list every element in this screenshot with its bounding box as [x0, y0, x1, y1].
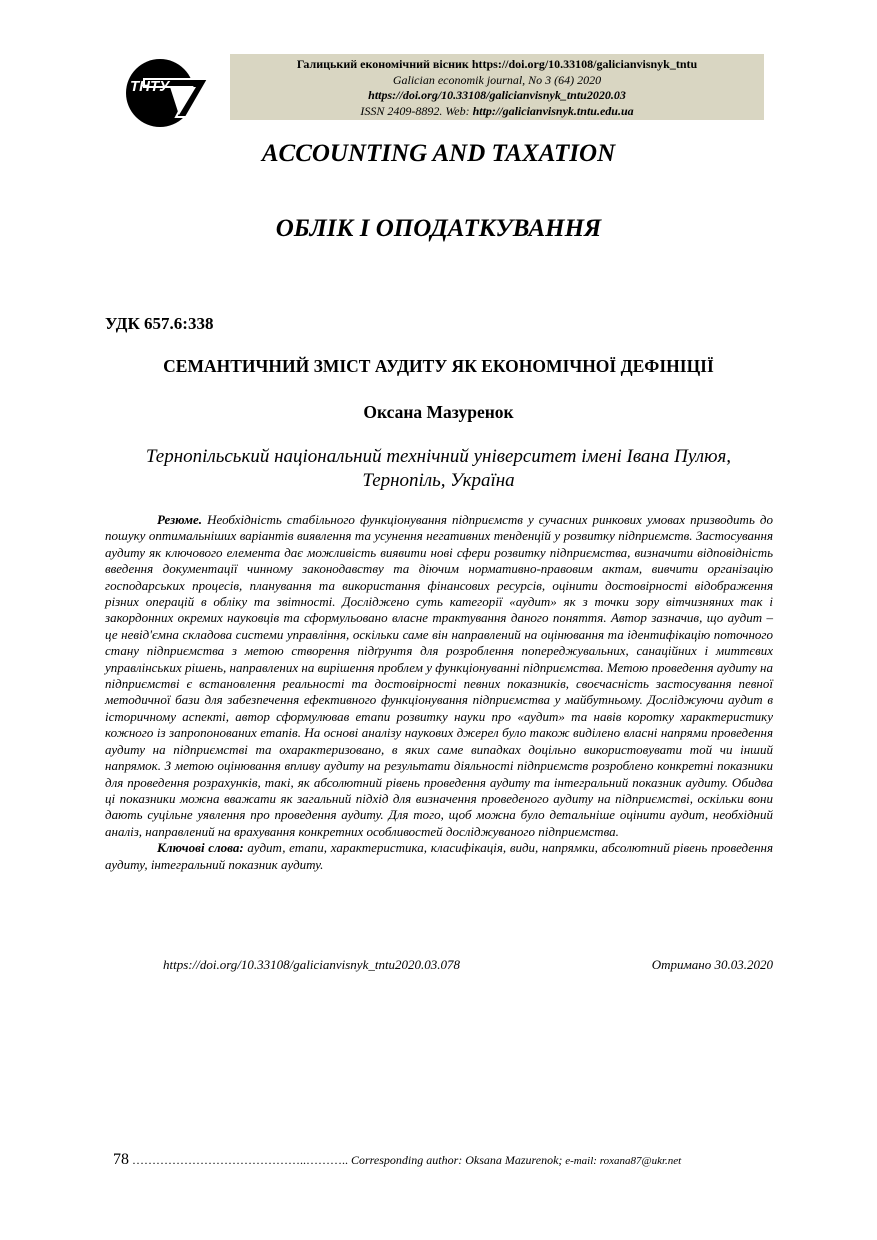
- journal-logo: [124, 57, 210, 129]
- journal-doi: https://doi.org/10.33108/galicianvisnyk_tntu2020.03: [368, 88, 626, 102]
- page-footer: [113, 1151, 681, 1169]
- udk-code: УДК 657.6:338: [105, 314, 214, 333]
- journal-title-en: Galician economik journal, No 3 (64) 2020: [392, 72, 602, 87]
- abstract-paragraph: [105, 512, 773, 840]
- section-title-en: ACCOUNTING AND TAXATION: [261, 140, 616, 167]
- affiliation-line-1: Тернопільський національний технічний університет імені Івана Пулюя,: [145, 446, 732, 467]
- journal-issn: [230, 104, 764, 120]
- keywords-label: Ключові слова:: [157, 840, 244, 856]
- journal-web-link[interactable]: http://galicianvisnyk.tntu.edu.ua: [472, 103, 634, 118]
- article-title: СЕМАНТИЧНИЙ ЗМІСТ АУДИТУ ЯК ЕКОНОМІЧНОЇ ДЕФІНІЦІЇ: [163, 356, 714, 376]
- author-name: Оксана Мазуренок: [363, 402, 514, 422]
- keywords-paragraph: [105, 840, 773, 873]
- author-affiliation: [100, 445, 777, 493]
- abstract-text: Необхідність стабільного функціонування підприємств у сучасних ринкових умовах призводить до пошуку оптимальніших варіантів виявлення та усунення негативних тенденцій у розвитку підприємств. Застосування аудиту як ключового елемента дає можливість виявити нові сфери розвитку підприємства, визначити відповідність введення документації чинному законодавству та діючим нормативно-правовим актам, вивчити організацію господарських процесів, планування та використання фінансових ресурсів, оцінити достовірності відображення різних операцій в обліку та звітності. Досліджено суть категорії «аудит» як з точки зору вітчизняних так і закордонних окремих науковців та сформульовано власне трактування даного поняття. Автор зазначив, що аудит – це невід'ємна складова системи управління, оскільки саме він направлений на оцінювання та ідентифікацію поточного стану підприємства з метою створення підґрунтя для розроблення попереджувальних, санаційних і миттєвих управлінських рішень, направлених на вирішення проблем у функціонуванні підприємства. Метою проведення аудиту на підприємстві є встановлення реальності та достовірності певних показників, своєчасність застосування певної методичної бази для забезпечення ефективного функціонування підприємства у майбутньому. Досліджуючи аудит в історичному аспекті, автор сформулював етапи розвитку науки про «аудит» та навів коротку характеристику кожного із запропонованих етапів. На основі аналізу наукових джерел було також виділено власні напрями проведення аудиту на підприємстві та охарактеризовано, в яких саме випадках доцільно використовувати той чи інший напрямок. З метою оцінювання впливу аудиту на результати діяльності підприємств розроблено конкретні показники для проведення розрахунків, такі, як абсолютний рівень проведення аудиту та інтегральний показник аудиту. Обидва ці показники можна вважати як загальний підхід для визначення проведеного аудиту на підприємстві, оскільки вони дають суцільне уявлення про проведення аудиту. Для того, щоб можна було детальніше оцінити аудит, необхідний аналіз, направлений на врахування конкретних особливостей досліджуваного підприємства.: [105, 512, 773, 839]
- article-doi[interactable]: https://doi.org/10.33108/galicianvisnyk_tntu2020.03.078: [163, 957, 461, 972]
- issn-text: ISSN 2409-8892. Web:: [360, 103, 473, 118]
- journal-title-ua: Галицький економічний вісник https://doi.org/10.33108/galicianvisnyk_tntu: [296, 57, 698, 71]
- keywords-text: аудит, етапи, характеристика, класифікація, види, напрямки, абсолютний рівень проведення аудиту, інтегральний показник аудиту.: [105, 840, 773, 872]
- abstract-block: [105, 512, 773, 873]
- affiliation-line-2: Тернопіль, Україна: [362, 470, 515, 491]
- corresponding-author: Corresponding author: Oksana Mazurenok;: [348, 1153, 563, 1167]
- logo-lettering: ТНТУ: [130, 78, 170, 95]
- page-number: 78: [113, 1151, 129, 1168]
- section-title-ua: ОБЛІК І ОПОДАТКУВАННЯ: [275, 215, 602, 242]
- received-date: Отримано 30.03.2020: [651, 957, 773, 972]
- abstract-label: Резюме.: [157, 512, 203, 527]
- journal-header: [230, 54, 764, 120]
- author-email[interactable]: e-mail: roxana87@ukr.net: [562, 1155, 682, 1167]
- footer-dots: ……………………………………..………..: [129, 1153, 348, 1167]
